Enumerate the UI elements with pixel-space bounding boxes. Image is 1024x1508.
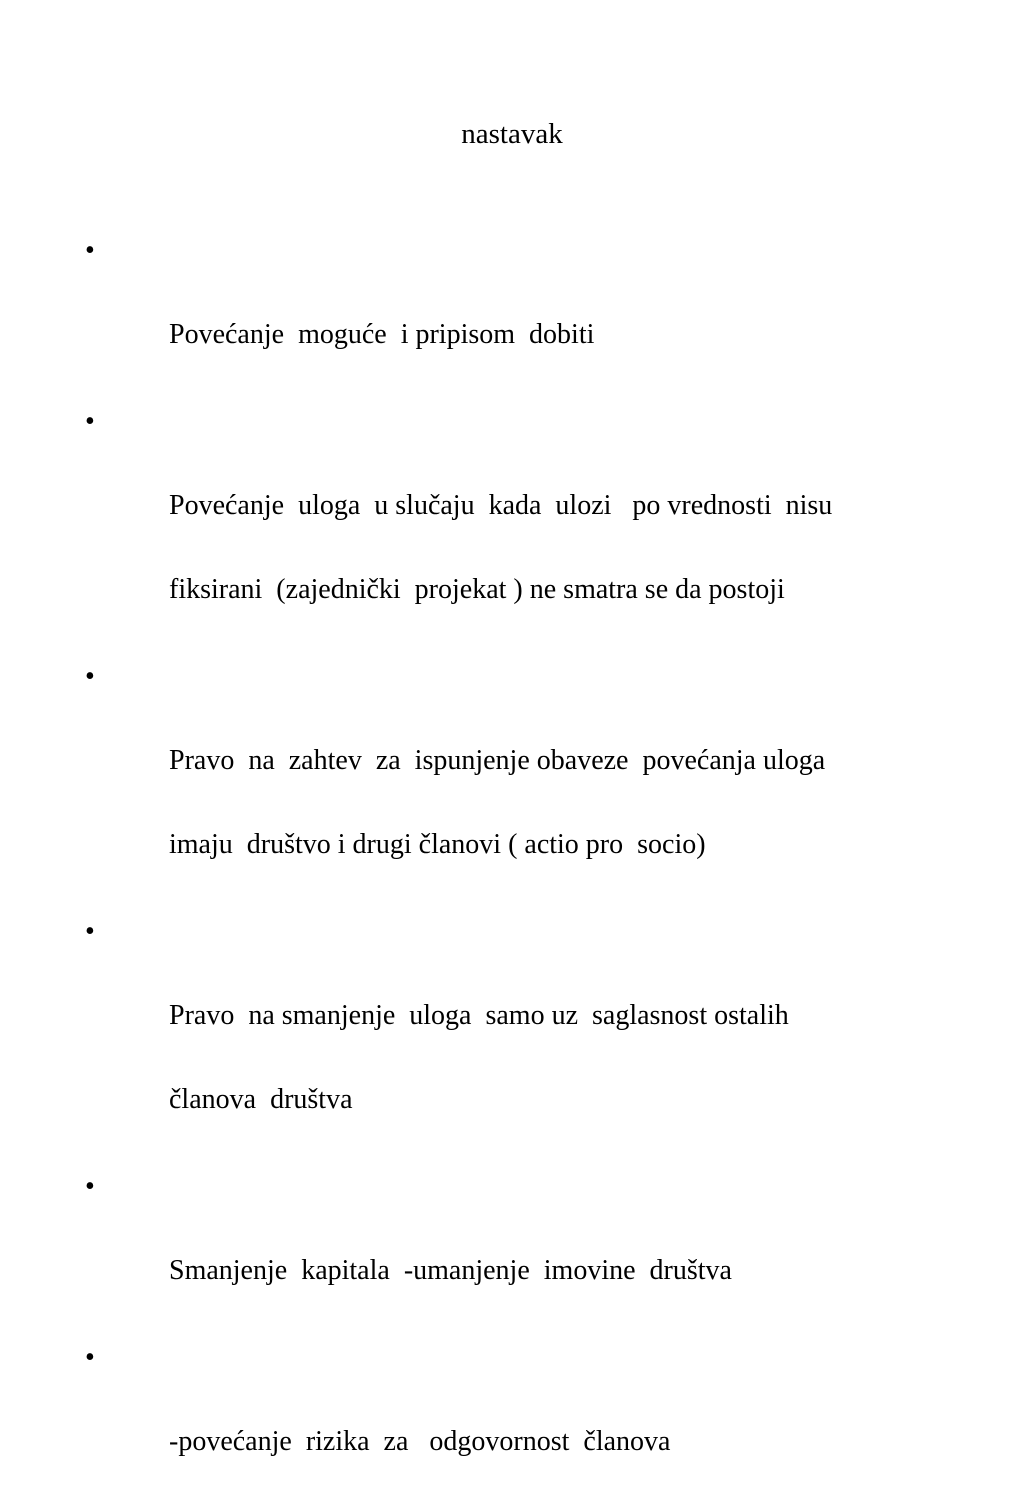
bullet-dot-icon: • [85,661,95,692]
bullet-item [85,1337,965,1505]
bullet-item [85,1166,965,1334]
bullet-item [85,401,965,653]
slide-title: nastavak [461,118,563,150]
bullet-dot-icon: • [85,1342,95,1373]
bullet-line: Povećanje moguće i pripisom dobiti [169,319,595,350]
bullet-list [85,230,965,1508]
bullet-line: fiksirani (zajednički projekat ) ne smatra se da postoji [169,574,785,605]
bullet-item [85,911,965,1163]
bullet-dot-icon: • [85,916,95,947]
bullet-dot-icon: • [85,1171,95,1202]
bullet-line: Smanjenje kapitala -umanjenje imovine društva [169,1255,732,1286]
bullet-item [85,656,965,908]
bullet-line: imaju društvo i drugi članovi ( actio pro socio) [169,829,706,860]
bullet-line: Povećanje uloga u slučaju kada ulozi po vrednosti nisu [169,490,833,521]
bullet-line: Pravo na zahtev za ispunjenje obaveze povećanja uloga [169,745,826,776]
bullet-line: Pravo na smanjenje uloga samo uz saglasnost ostalih [169,1000,789,1031]
bullet-line: -povećanje rizika za odgovornost članova [169,1426,671,1457]
bullet-line: članova društva [169,1084,353,1115]
bullet-dot-icon: • [85,235,95,266]
bullet-item [85,230,965,398]
bullet-dot-icon: • [85,406,95,437]
